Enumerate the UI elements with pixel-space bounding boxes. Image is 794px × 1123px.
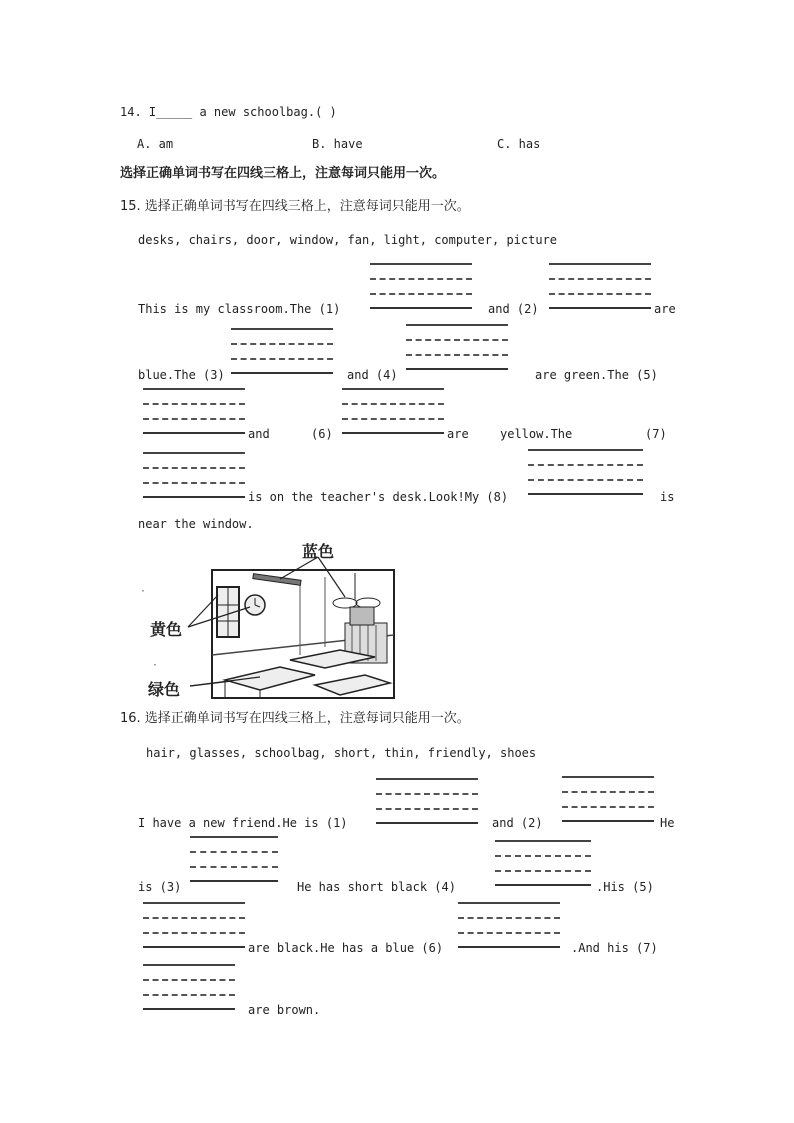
q16-line1-c: He — [660, 816, 675, 830]
q16-writing-lines-2[interactable] — [562, 776, 654, 822]
q16-line2-c: .His (5) — [596, 880, 654, 894]
q15-prompt: 15. 选择正确单词书写在四线三格上，注意每词只能用一次。 — [120, 199, 470, 214]
q15-line1-b: and (2) — [488, 302, 539, 316]
q15-line4-b: is — [660, 490, 675, 504]
label-green: 绿色 — [148, 680, 181, 699]
q16-line2-a: is (3) — [138, 880, 182, 894]
label-yellow: 黄色 — [150, 620, 183, 639]
q15-word-bank: desks, chairs, door, window, fan, light, computer, picture — [138, 233, 558, 247]
q16-line4: are brown. — [248, 1003, 321, 1017]
q15-writing-lines-6[interactable] — [342, 388, 444, 434]
svg-text:·: · — [140, 586, 147, 597]
wall-clock — [245, 595, 265, 615]
q16-line1-a: I have a new friend.He is (1) — [138, 816, 348, 830]
q14-option-a: A. am — [137, 137, 174, 151]
q14-stem: 14. I_____ a new schoolbag.( ) — [120, 105, 337, 119]
q15-writing-lines-8[interactable] — [528, 449, 643, 495]
q16-line1-b: and (2) — [492, 816, 543, 830]
q16-writing-lines-1[interactable] — [376, 778, 478, 824]
q16-writing-lines-3[interactable] — [190, 836, 278, 882]
q15-line1-c: are — [654, 302, 676, 316]
svg-text:·: · — [152, 660, 159, 671]
q15-writing-lines-3[interactable] — [231, 328, 333, 374]
q16-line2-b: He has short black (4) — [297, 880, 456, 894]
q15-line4-a: is on the teacher's desk.Look!My (8) — [248, 490, 509, 504]
q15-line3-d: yellow.The — [500, 427, 573, 441]
label-blue: 蓝色 — [302, 542, 335, 561]
q15-writing-lines-4[interactable] — [406, 324, 508, 370]
q15-line2-b: and (4) — [347, 368, 398, 382]
q15-writing-lines-2[interactable] — [549, 263, 651, 309]
classroom-picture — [140, 535, 400, 700]
q15-line2-a: blue.The (3) — [138, 368, 225, 382]
q15-line3-c: are — [447, 427, 469, 441]
q16-word-bank: hair, glasses, schoolbag, short, thin, friendly, shoes — [146, 746, 537, 760]
computer — [350, 607, 374, 625]
q16-prompt: 16. 选择正确单词书写在四线三格上，注意每词只能用一次。 — [120, 711, 470, 726]
q15-line3-b: (6) — [311, 427, 333, 441]
q15-writing-lines-1[interactable] — [370, 263, 472, 309]
q14-option-b: B. have — [312, 137, 363, 151]
q15-line2-c: are green.The (5) — [535, 368, 658, 382]
q16-writing-lines-6[interactable] — [458, 902, 560, 948]
q16-line3-b: .And his (7) — [571, 941, 658, 955]
q15-writing-lines-7[interactable] — [143, 452, 245, 498]
q16-writing-lines-5[interactable] — [143, 902, 245, 948]
q16-writing-lines-7[interactable] — [143, 964, 235, 1010]
q16-writing-lines-4[interactable] — [495, 840, 591, 886]
q15-line3-a: and — [248, 427, 270, 441]
q16-line3-a: are black.He has a blue (6) — [248, 941, 444, 955]
q15-line1-a: This is my classroom.The (1) — [138, 302, 341, 316]
q15-writing-lines-5[interactable] — [143, 388, 245, 434]
section-title: 选择正确单词书写在四线三格上，注意每词只能用一次。 — [120, 166, 446, 181]
q14-option-c: C. has — [497, 137, 541, 151]
q15-line3-e: (7) — [645, 427, 667, 441]
q15-line5: near the window. — [138, 517, 254, 531]
